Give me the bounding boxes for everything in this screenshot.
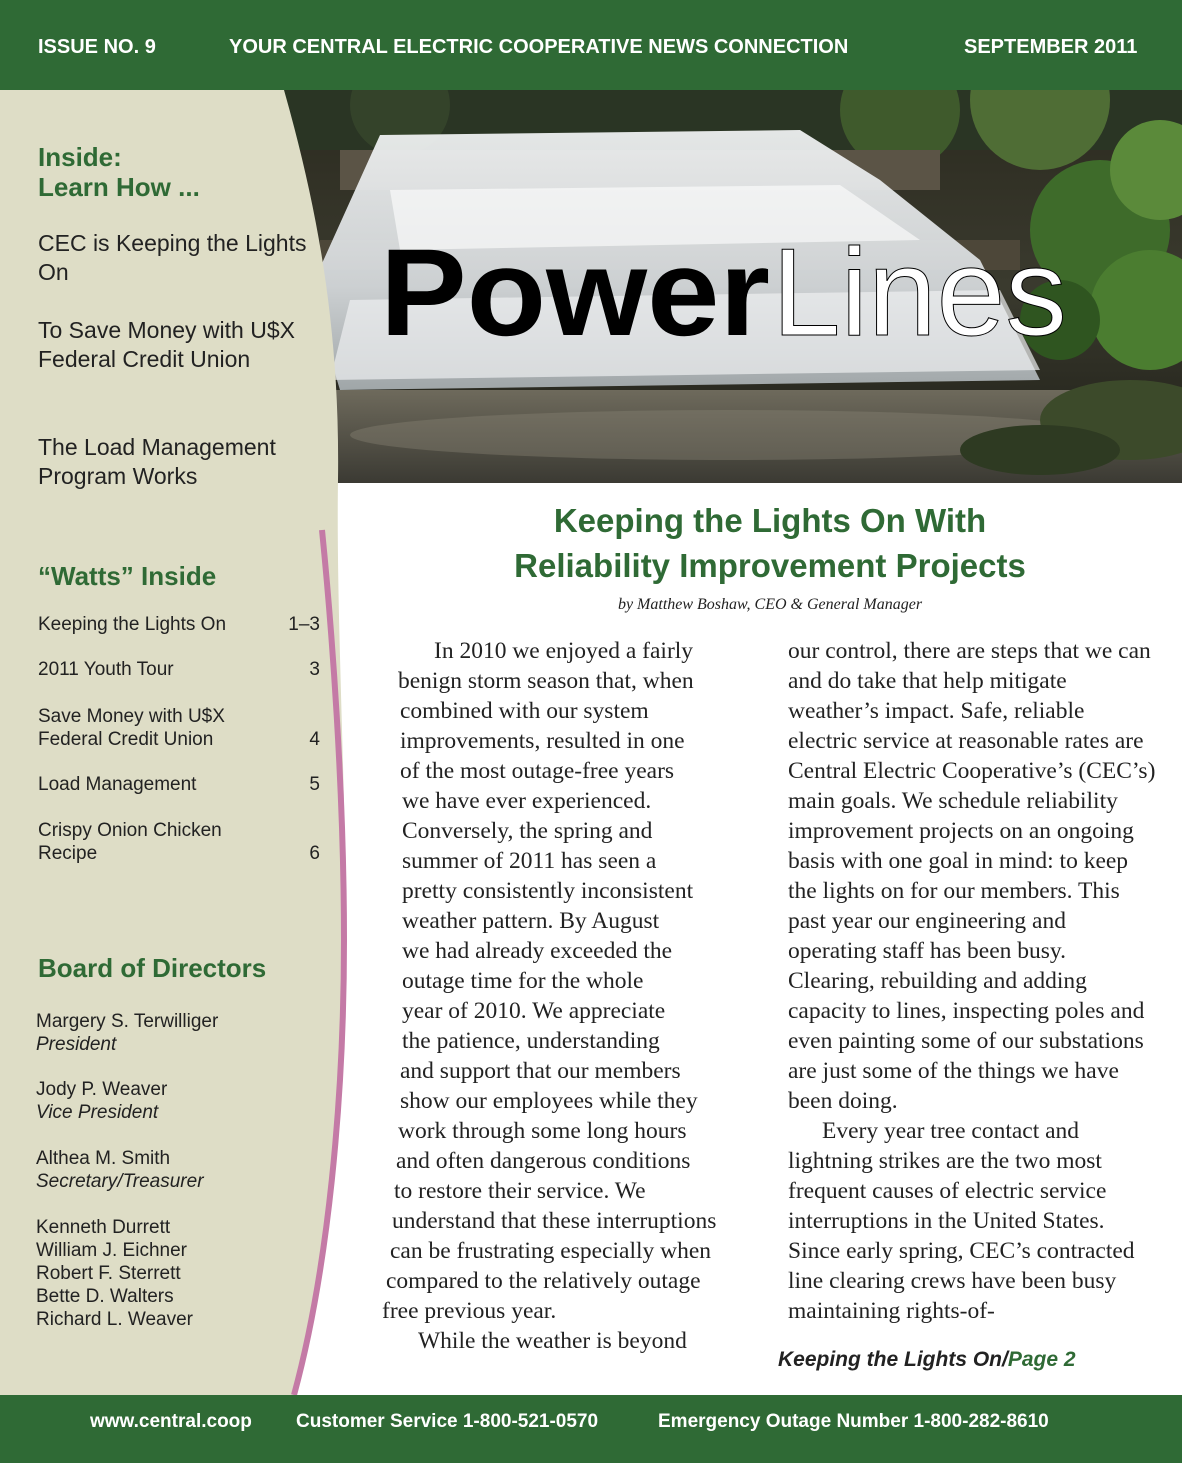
- toc-page: 4: [309, 729, 320, 750]
- text-line: free previous year.: [382, 1298, 557, 1324]
- text-line: to restore their service. We: [394, 1178, 646, 1204]
- issue-date: SEPTEMBER 2011: [964, 36, 1138, 58]
- text-line: summer of 2011 has seen a: [402, 848, 657, 874]
- text-line: compared to the relatively outage: [386, 1268, 701, 1294]
- watts-inside-heading: “Watts” Inside: [38, 561, 217, 591]
- article-byline: by Matthew Boshaw, CEO & General Manager: [617, 596, 923, 613]
- toc-label: Save Money with U$X Federal Credit Union: [38, 706, 225, 750]
- inside-heading: Inside: Learn How ...: [38, 142, 200, 202]
- text-line: and support that our members: [400, 1058, 681, 1084]
- text-line: improvements, resulted in one: [400, 728, 685, 754]
- text-line: of the most outage-free years: [400, 758, 675, 784]
- text-line: weather pattern. By August: [402, 908, 660, 934]
- toc-label: 2011 Youth Tour: [38, 659, 174, 680]
- toc-page: 6: [309, 843, 320, 864]
- board-officer: [36, 1078, 167, 1124]
- toc-label: Load Management: [38, 774, 197, 795]
- text-line: we had already exceeded the: [402, 938, 673, 964]
- board-member: William J. Eichner: [36, 1240, 187, 1261]
- board-heading: Board of Directors: [38, 953, 267, 983]
- text-line: the patience, understanding: [402, 1028, 660, 1054]
- toc-row: [38, 773, 320, 796]
- toc-row: [38, 613, 320, 636]
- toc-page: 5: [309, 774, 320, 795]
- text-line: can be frustrating especially when: [390, 1238, 712, 1264]
- learn-item: CEC is Keeping the Lights On: [38, 230, 307, 285]
- text-line: benign storm season that, when: [398, 668, 694, 694]
- learn-item: To Save Money with U$X Federal Credit Union: [38, 317, 295, 372]
- waterfall-image: [280, 90, 1182, 483]
- text-line: show our employees while they: [400, 1088, 698, 1114]
- continued-label: Keeping the Lights On/: [778, 1348, 1008, 1371]
- text-line: and often dangerous conditions: [396, 1148, 691, 1174]
- text-line: In 2010 we enjoyed a fairly: [434, 638, 694, 664]
- text-line: combined with our system: [400, 698, 649, 724]
- article-column-2: [788, 636, 1158, 1326]
- toc-row: [38, 658, 320, 681]
- learn-item: The Load Management Program Works: [38, 434, 276, 489]
- board-officer: [36, 1147, 204, 1193]
- officer-name: Margery S. Terwilliger: [36, 1011, 219, 1032]
- website-link[interactable]: www.central.coop: [90, 1411, 252, 1432]
- toc-page: 1–3: [288, 614, 320, 635]
- article-paragraph: Every year tree contact and lightning strikes are the two most frequent causes of electric service interruptions in the United States. Since early spring, CEC’s contracted line clearing crews have been busy maintaining rights-of-: [788, 1118, 1135, 1324]
- board-member: Kenneth Durrett: [36, 1217, 171, 1238]
- board-member: Bette D. Walters: [36, 1286, 174, 1307]
- emergency-phone: Emergency Outage Number 1-800-282-8610: [658, 1411, 1049, 1432]
- newsletter-tagline: YOUR CENTRAL ELECTRIC COOPERATIVE NEWS CONNECTION: [229, 36, 849, 58]
- text-line: we have ever experienced.: [402, 788, 652, 814]
- text-line: Conversely, the spring and: [402, 818, 653, 844]
- toc-page: 3: [309, 659, 320, 680]
- text-line: year of 2010. We appreciate: [402, 998, 666, 1024]
- customer-service-phone: Customer Service 1-800-521-0570: [296, 1411, 599, 1432]
- officer-title: President: [36, 1034, 117, 1055]
- board-members: [36, 1216, 193, 1331]
- text-line: outage time for the whole: [402, 968, 644, 994]
- toc-row: [38, 819, 320, 865]
- board-member: Richard L. Weaver: [36, 1309, 193, 1330]
- masthead-title-light: Lines: [772, 224, 1067, 362]
- masthead-photo: [280, 90, 1182, 483]
- toc-label: Keeping the Lights On: [38, 614, 227, 635]
- officer-title: Secretary/Treasurer: [36, 1171, 204, 1192]
- officer-name: Jody P. Weaver: [36, 1079, 168, 1100]
- header-bar: [0, 0, 1182, 90]
- footer-bar: [0, 1395, 1182, 1463]
- text-line: pretty consistently inconsistent: [402, 878, 694, 904]
- board-officer: [36, 1010, 218, 1056]
- masthead-title-bold: Power: [380, 224, 770, 362]
- continued-page: Page 2: [1007, 1348, 1076, 1371]
- officer-title: Vice President: [36, 1102, 159, 1123]
- board-member: Robert F. Sterrett: [36, 1263, 181, 1284]
- article-paragraph: our control, there are steps that we can and do take that help mitigate weather’s impact. Safe, reliable electric service at reasonable rates are Central Electric Cooperative’s (CEC’s) main goals. We schedule reliability improvement projects on an ongoing basis with one goal in mind: to keep the lights on for our members. This past year our engineering and operating staff has been busy. Clearing, rebuilding and adding capacity to lines, inspecting poles and even painting some of our substations are just some of the things we have been doing.: [788, 638, 1156, 1114]
- officer-name: Althea M. Smith: [36, 1148, 171, 1169]
- toc-row: [38, 705, 320, 751]
- toc-label: Crispy Onion Chicken Recipe: [38, 820, 222, 864]
- issue-number: ISSUE NO. 9: [38, 36, 156, 58]
- text-line: work through some long hours: [398, 1118, 687, 1144]
- article-headline: Keeping the Lights On With Reliability Improvement Projects: [514, 502, 1026, 584]
- text-line: While the weather is beyond: [418, 1328, 687, 1354]
- continued-link[interactable]: [778, 1348, 1076, 1372]
- text-line: understand that these interruptions: [392, 1208, 717, 1234]
